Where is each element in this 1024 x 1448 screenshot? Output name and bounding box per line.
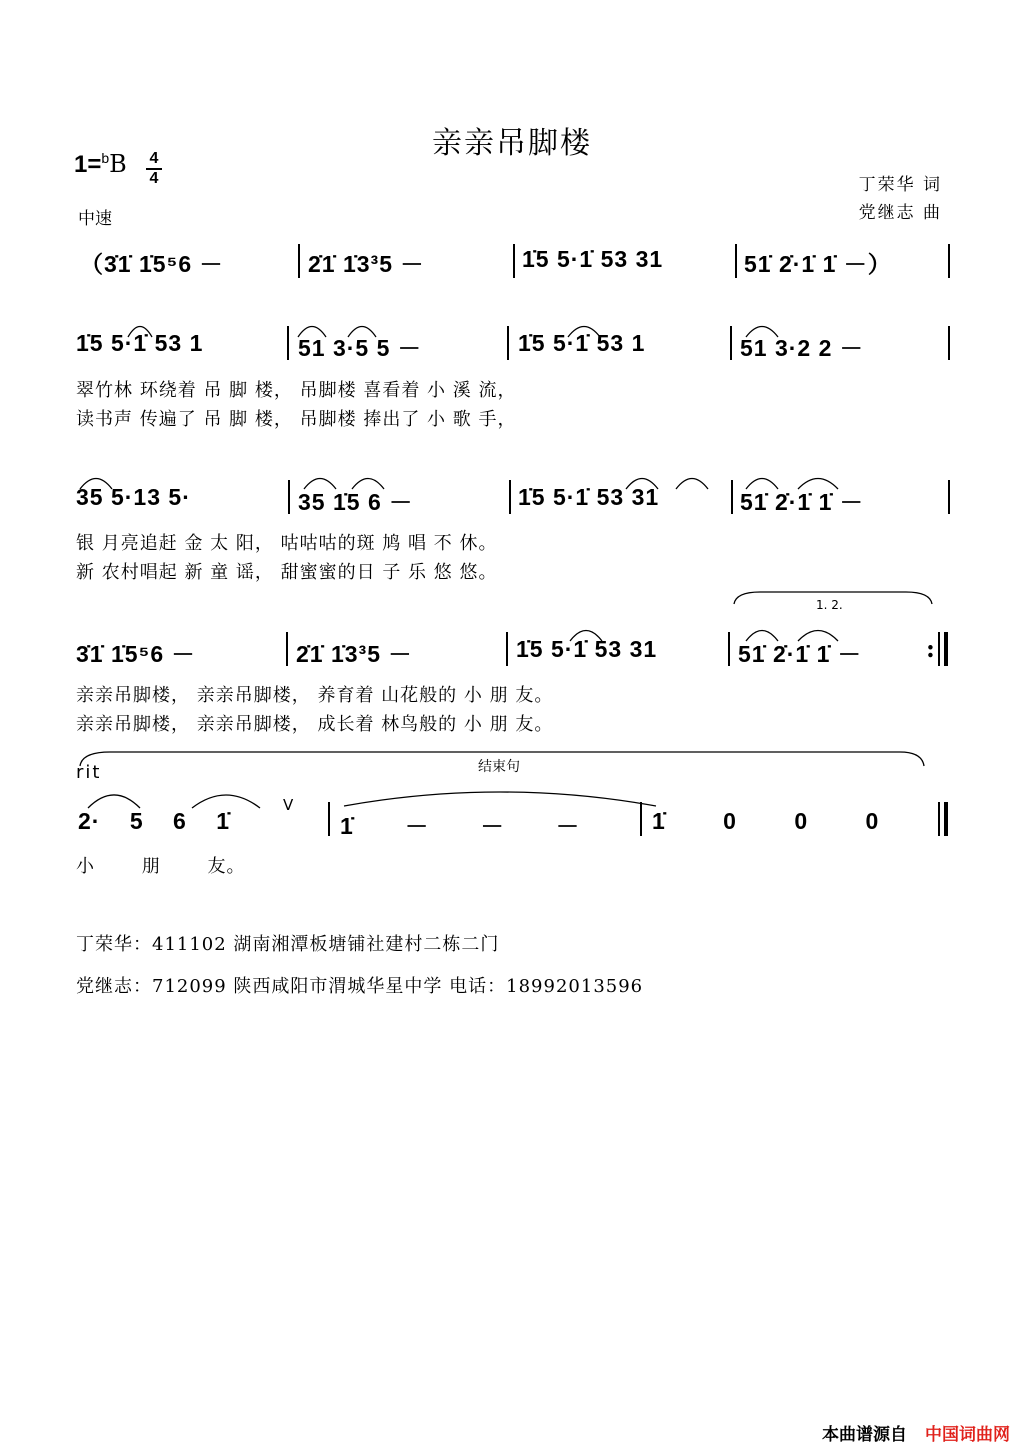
page-title: 亲亲吊脚楼 xyxy=(432,126,592,161)
measure: 51̇ 2̇·1̇ 1̇ － xyxy=(740,489,864,515)
measure: 1̇5 5·1̇ 53 1 xyxy=(76,330,204,356)
slur xyxy=(568,327,600,338)
slur xyxy=(570,631,602,642)
lyric-line: 小 朋 友。 xyxy=(76,856,246,877)
key-signature: 1=$^b$B xyxy=(74,150,127,178)
slur xyxy=(298,327,326,338)
lyric-line: 亲亲吊脚楼， 亲亲吊脚楼， 成长着 林鸟般的 小 朋 友。 xyxy=(76,714,554,735)
slur xyxy=(798,631,838,642)
slur xyxy=(304,479,336,490)
lyric-line: 银 月亮追赶 金 太 阳， 咕咕咕的斑 鸠 唱 不 休。 xyxy=(76,533,498,554)
measure: 3̇1̇ 1̇5⁵6 － xyxy=(76,641,196,667)
footer-address: 丁荣华：411102 湖南湘潭板塘铺社建村二栋二门 xyxy=(76,934,500,955)
source-credit xyxy=(822,1420,1010,1445)
measure: 51 3·2 2 － xyxy=(740,335,864,361)
lyric-line: 亲亲吊脚楼， 亲亲吊脚楼， 养育着 山花般的 小 朋 友。 xyxy=(76,685,554,706)
slur xyxy=(352,479,384,490)
slur xyxy=(676,479,708,490)
slur xyxy=(746,327,778,338)
slur xyxy=(192,795,260,808)
tie xyxy=(344,792,656,806)
measure: 1̇5 5·1̇ 53 31 xyxy=(516,636,658,662)
measure: 2̇1̇ 1̇3³5 － xyxy=(308,251,425,277)
measure: 51 3·5 5 － xyxy=(298,335,422,361)
measure: 1̇ － － － xyxy=(340,813,580,839)
lyric-line: 新 农村唱起 新 童 谣， 甜蜜蜜的日 子 乐 悠 悠。 xyxy=(76,562,498,583)
slur xyxy=(746,631,778,642)
measure: 1̇5 5·1̇ 53 31 xyxy=(522,246,664,272)
slur xyxy=(626,479,658,490)
rit-marking: rit xyxy=(76,762,102,783)
source-site-link[interactable]: 中国词曲网 xyxy=(925,1425,1010,1444)
time-signature: 4 4 xyxy=(146,150,162,188)
slur xyxy=(80,479,112,490)
volta-label: 1. 2. xyxy=(816,598,843,612)
lyric-line: 读书声 传遍了 吊 脚 楼， 吊脚楼 捧出了 小 歌 手， xyxy=(76,409,517,430)
slur xyxy=(348,327,376,338)
tempo-marking: 中速 xyxy=(78,209,112,229)
measure: 51̇ 2̇·1̇ 1̇ － xyxy=(738,641,862,667)
measure: 1̇ 0 0 0 xyxy=(652,808,880,834)
volta-bracket xyxy=(734,592,932,604)
breath-mark: V xyxy=(283,796,294,814)
slur xyxy=(128,327,152,338)
repeat-dots: : xyxy=(926,634,935,663)
source-prefix: 本曲谱源自 xyxy=(822,1425,907,1444)
phrase-bracket xyxy=(80,752,924,766)
measure: 51̇ 2̇·1̇ 1̇ －） xyxy=(744,251,892,277)
lyricist-credit: 丁荣华 词 xyxy=(858,175,942,195)
ending-label: 结束句 xyxy=(478,759,520,775)
measure: 1̇5 5·1̇ 53 31 xyxy=(518,484,660,510)
measure: （3̇1̇ 1̇5⁵6 － xyxy=(80,251,224,277)
footer-address: 党继志：712099 陕西咸阳市渭城华星中学 电话：18992013596 xyxy=(76,976,644,997)
measure: 35 5·13 5· xyxy=(76,484,191,510)
measure: 1̇5 5·1̇ 53 1 xyxy=(518,330,646,356)
composer-credit: 党继志 曲 xyxy=(858,203,942,223)
measure: 35 1̇5 6 － xyxy=(298,489,414,515)
measure: 2̇1̇ 1̇3³5 － xyxy=(296,641,413,667)
slur xyxy=(746,479,778,490)
slur xyxy=(798,479,838,490)
slur xyxy=(88,795,140,808)
measure: 2· 5 6 1̇ xyxy=(78,808,230,834)
lyric-line: 翠竹林 环绕着 吊 脚 楼， 吊脚楼 喜看着 小 溪 流， xyxy=(76,380,517,401)
